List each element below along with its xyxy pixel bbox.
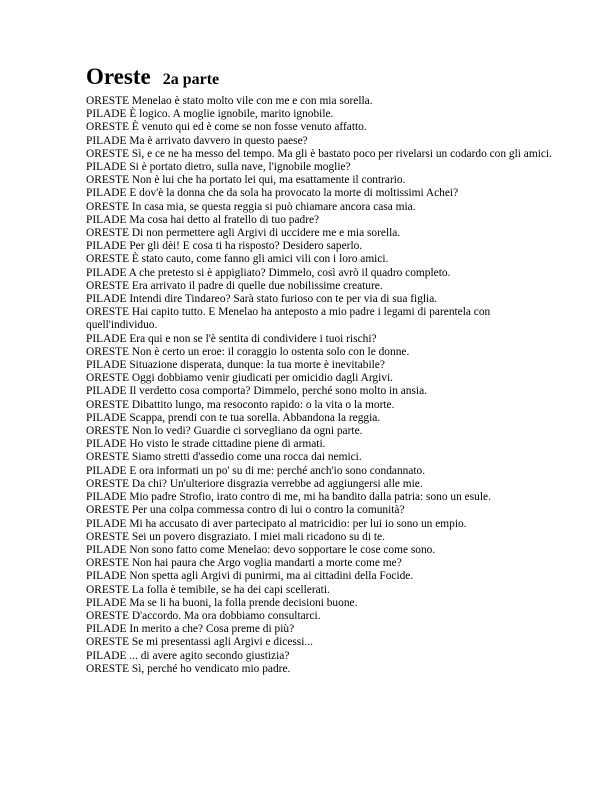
dialogue-line: ORESTE Era arrivato il padre di quelle due nobilissime creature. [86,279,383,292]
dialogue-line: PILADE È logico. A moglie ignobile, marito ignobile. [86,108,334,121]
dialogue-line: ORESTE Per una colpa commessa contro di lui o contro la comunità? [86,504,405,517]
dialogue-line: ORESTE Se mi presentassi agli Argivi e dicessi... [86,636,313,649]
dialogue-line: ORESTE In casa mia, se questa reggia si può chiamare ancora casa mia. [86,200,416,213]
dialogue-line: ORESTE Oggi dobbiamo venir giudicati per omicidio dagli Argivi. [86,372,393,385]
dialogue-line: ORESTE Hai capito tutto. E Menelao ha anteposto a mio padre i legami di parentela con quell'individuo. [86,306,491,332]
dialogue-line: ORESTE È venuto qui ed è come se non fosse venuto affatto. [86,121,367,134]
dialogue-line: PILADE Mio padre Strofio, irato contro di me, mi ha bandito dalla patria: sono un esule. [86,491,491,504]
dialogue-line: ORESTE Sei un povero disgraziato. I miei mali ricadono su di te. [86,530,385,543]
dialogue-line: ORESTE D'accordo. Ma ora dobbiamo consultarci. [86,609,321,622]
dialogue-line: ORESTE Dibattito lungo, ma resoconto rapido: o la vita o la morte. [86,398,395,411]
dialogue-line: ORESTE Non è certo un eroe: il coraggio lo ostenta solo con le donne. [86,345,410,358]
dialogue-line: PILADE ... di avere agito secondo giustizia? [86,649,290,662]
dialogue-line: PILADE Ma se li ha buoni, la folla prende decisioni buone. [86,596,358,609]
dialogue-line: PILADE Il verdetto cosa comporta? Dimmelo, perché sono molto in ansia. [86,385,427,398]
dialogue-line: PILADE Ma cosa hai detto al fratello di tuo padre? [86,213,320,226]
dialogue-line: PILADE Era qui e non se l'è sentita di condividere i tuoi rischi? [86,332,377,345]
dialogue-line: PILADE Mi ha accusato di aver partecipato al matricidio: per lui io sono un empio. [86,517,467,530]
dialogue-line: PILADE E dov'è la donna che da sola ha provocato la morte di moltissimi Achei? [86,187,459,200]
dialogue-line: ORESTE Di non permettere agli Argivi di uccidere me e mia sorella. [86,227,401,240]
dialogue-line: PILADE Scappa, prendi con te tua sorella. Abbandona la reggia. [86,411,381,424]
dialogue-line: ORESTE Non lo vedi? Guardie ci sorvegliano da ogni parte. [86,425,363,438]
dialogue-line: PILADE Non spetta agli Argivi di punirmi, ma ai cittadini della Focide. [86,570,414,583]
dialogue-line: PILADE Intendi dire Tindareo? Sarà stato furioso con te per via di sua figlia. [86,293,438,306]
dialogue-line: ORESTE La folla è temibile, se ha dei capi scellerati. [86,583,330,596]
dialogue-line: PILADE Per gli dèi! E cosa ti ha risposto? Desidero saperlo. [86,240,363,253]
dialogue-line: PILADE Non sono fatto come Menelao: devo sopportare le cose come sono. [86,543,436,556]
dialogue-line: PILADE Ma è arrivato davvero in questo paese? [86,134,308,147]
dialogue-line: ORESTE Sì, perché ho vendicato mio padre. [86,662,291,675]
dialogue-line: PILADE Ho visto le strade cittadine piene di armati. [86,438,326,451]
dialogue-line: ORESTE È stato cauto, come fanno gli amici vili con i loro amici. [86,253,389,266]
dialogue-line: ORESTE Siamo stretti d'assedio come una rocca dai nemici. [86,451,362,464]
dialogue-line: ORESTE Non è lui che ha portato lei qui, ma esattamente il contrario. [86,174,406,187]
dialogue-line: PILADE Si è portato dietro, sulla nave, l'ignobile moglie? [86,161,351,174]
dialogue-line: PILADE E ora informati un po' su di me: perché anch'io sono condannato. [86,464,426,477]
dialogue-line: PILADE A che pretesto si è appigliato? Dimmelo, così avrò il quadro completo. [86,266,451,279]
dialogue-line: ORESTE Menelao è stato molto vile con me e con mia sorella. [86,95,373,107]
title-subtitle: 2a parte [162,71,220,88]
document-title [86,60,558,93]
dialogue-line: PILADE Situazione disperata, dunque: la tua morte è inevitabile? [86,359,385,372]
dialogue-line: PILADE In merito a che? Cosa preme di più? [86,623,295,636]
dialogue-lines [86,95,558,676]
dialogue-line: ORESTE Non hai paura che Argo voglia mandarti a morte come me? [86,557,402,570]
dialogue-line: ORESTE Sì, e ce ne ha messo del tempo. Ma gli è bastato poco per rivelarsi un codardo con gli amici. [86,147,552,160]
title-main: Oreste [86,64,151,89]
dialogue-line: ORESTE Da chi? Un'ulteriore disgrazia verrebbe ad aggiungersi alle mie. [86,477,423,490]
document-page [86,60,558,676]
